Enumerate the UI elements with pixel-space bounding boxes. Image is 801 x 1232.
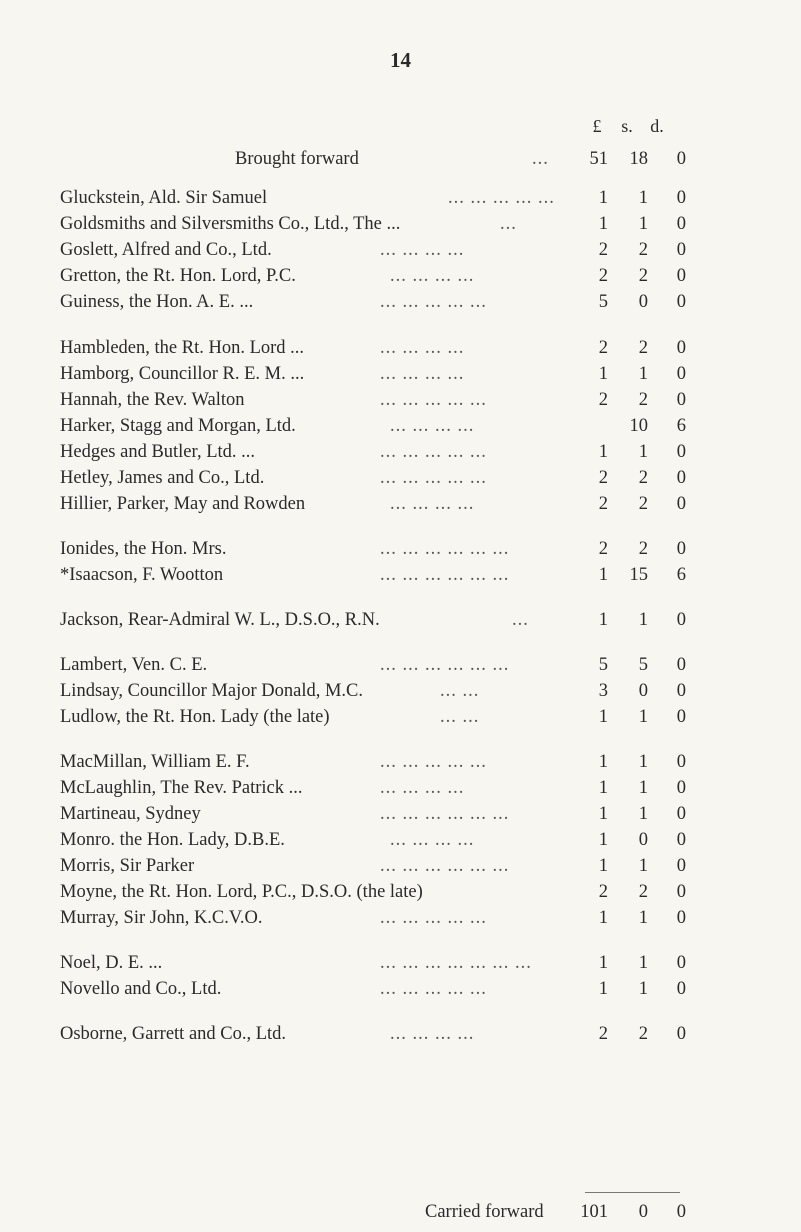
pence-value: 0 — [676, 610, 686, 630]
leader-dots: ... ... ... ... — [380, 240, 465, 260]
pence-value: 0 — [676, 539, 686, 559]
leader-dots: ... ... ... ... ... ... — [380, 856, 510, 876]
pounds-value: 1 — [598, 856, 608, 876]
shillings-value: 2 — [638, 539, 648, 559]
shillings-value: 1 — [638, 364, 648, 384]
pounds-value: 1 — [598, 908, 608, 928]
shillings-value: 1 — [638, 953, 648, 973]
pence-value: 0 — [676, 149, 686, 169]
list-item — [60, 1021, 760, 1047]
shillings-value: 15 — [629, 565, 648, 585]
shillings-value: 2 — [638, 494, 648, 514]
pence-value: 0 — [676, 338, 686, 358]
list-item — [60, 211, 760, 237]
subscriber-name: Hannah, the Rev. Walton — [60, 390, 245, 410]
pence-value: 0 — [676, 804, 686, 824]
list-item — [60, 678, 760, 704]
list-item — [60, 853, 760, 879]
pence-value: 0 — [676, 188, 686, 208]
pence-value: 0 — [676, 655, 686, 675]
subscriber-name: Hambleden, the Rt. Hon. Lord ... — [60, 338, 305, 358]
shillings-value: 1 — [638, 752, 648, 772]
pounds-value: 1 — [598, 707, 608, 727]
pounds-value: 2 — [598, 539, 608, 559]
subscriber-name: Harker, Stagg and Morgan, Ltd. — [60, 416, 296, 436]
list-item — [60, 237, 760, 263]
list-item — [60, 263, 760, 289]
leader-dots: ... ... — [440, 707, 480, 727]
list-item — [60, 950, 760, 976]
list-item — [60, 491, 760, 517]
leader-dots: ... ... ... ... — [380, 338, 465, 358]
pounds-value: 1 — [598, 442, 608, 462]
subscriber-name: Lindsay, Councillor Major Donald, M.C. — [60, 681, 363, 701]
leader-dots: ... ... ... ... ... ... — [380, 655, 510, 675]
shillings-value: 1 — [638, 908, 648, 928]
total-rule — [585, 1192, 680, 1193]
list-item — [60, 439, 760, 465]
leader-dots: ... ... ... ... ... — [380, 979, 487, 999]
brought-forward-label: Brought forward — [235, 149, 359, 169]
shillings-value: 2 — [638, 1024, 648, 1044]
pounds-value: 5 — [598, 655, 608, 675]
shillings-value: 2 — [638, 240, 648, 260]
pounds-header: £ — [592, 116, 602, 136]
pence-value: 0 — [676, 240, 686, 260]
shillings-value: 1 — [638, 442, 648, 462]
leader-dots: ... ... ... ... ... ... — [380, 804, 510, 824]
leader-dots: ... ... ... ... ... — [380, 292, 487, 312]
subscriber-name: Moyne, the Rt. Hon. Lord, P.C., D.S.O. (the late) — [60, 882, 423, 902]
pounds-value: 5 — [598, 292, 608, 312]
pounds-value: 1 — [598, 188, 608, 208]
shillings-value: 1 — [638, 610, 648, 630]
pence-value: 0 — [676, 681, 686, 701]
shillings-value: 1 — [638, 856, 648, 876]
pounds-value: 1 — [598, 214, 608, 234]
page-number: 14 — [390, 48, 411, 72]
pounds-value: 101 — [580, 1202, 608, 1222]
leader-dots: ... ... ... ... — [380, 364, 465, 384]
list-item — [60, 361, 760, 387]
leader-dots: ... ... ... ... ... — [448, 188, 555, 208]
subscriber-name: Hetley, James and Co., Ltd. — [60, 468, 265, 488]
list-item — [60, 704, 760, 730]
pounds-value: 1 — [598, 364, 608, 384]
pounds-value: 51 — [589, 149, 608, 169]
pounds-value: 1 — [598, 804, 608, 824]
pence-value: 0 — [676, 468, 686, 488]
list-item — [60, 562, 760, 588]
shillings-value: 18 — [629, 149, 648, 169]
list-item — [60, 801, 760, 827]
subscriber-name: Noel, D. E. ... — [60, 953, 163, 973]
list-item — [60, 607, 760, 633]
shillings-value: 5 — [638, 655, 648, 675]
pounds-value: 3 — [598, 681, 608, 701]
subscriber-name: Morris, Sir Parker — [60, 856, 195, 876]
pence-value: 0 — [676, 442, 686, 462]
list-item — [60, 465, 760, 491]
shillings-value: 0 — [638, 830, 648, 850]
pounds-value: 1 — [598, 752, 608, 772]
pence-value: 0 — [676, 778, 686, 798]
pence-value: 0 — [676, 908, 686, 928]
subscriber-name: Ludlow, the Rt. Hon. Lady (the late) — [60, 707, 330, 727]
list-item — [60, 652, 760, 678]
leader-dots: ... ... ... ... ... — [380, 468, 487, 488]
leader-dots: ... — [512, 610, 529, 630]
subscriber-name: Hedges and Butler, Ltd. ... — [60, 442, 256, 462]
shillings-value: 10 — [629, 416, 648, 436]
subscriber-name: Goslett, Alfred and Co., Ltd. — [60, 240, 272, 260]
subscriber-name: Hamborg, Councillor R. E. M. ... — [60, 364, 305, 384]
pence-value: 0 — [676, 292, 686, 312]
pence-value: 0 — [676, 1202, 686, 1222]
pence-value: 0 — [676, 390, 686, 410]
pence-value: 0 — [676, 1024, 686, 1044]
leader-dots: ... ... ... ... ... ... — [380, 539, 510, 559]
pounds-value: 2 — [598, 266, 608, 286]
leader-dots: ... — [532, 149, 549, 169]
subscriber-name: Jackson, Rear-Admiral W. L., D.S.O., R.N. — [60, 610, 380, 630]
list-item — [60, 905, 760, 931]
pounds-value: 2 — [598, 468, 608, 488]
shillings-value: 2 — [638, 468, 648, 488]
pence-value: 0 — [676, 752, 686, 772]
leader-dots: ... ... ... ... ... ... ... — [380, 953, 532, 973]
pence-value: 0 — [676, 830, 686, 850]
subscriber-name: Lambert, Ven. C. E. — [60, 655, 208, 675]
pounds-value: 1 — [598, 610, 608, 630]
pence-value: 0 — [676, 882, 686, 902]
leader-dots: ... — [500, 214, 517, 234]
pounds-value: 1 — [598, 778, 608, 798]
subscriber-name: Goldsmiths and Silversmiths Co., Ltd., The ... — [60, 214, 401, 234]
subscriber-name: Ionides, the Hon. Mrs. — [60, 539, 227, 559]
list-item — [60, 335, 760, 361]
pounds-value: 2 — [598, 338, 608, 358]
list-item — [60, 387, 760, 413]
leader-dots: ... ... ... ... ... — [380, 752, 487, 772]
list-item — [60, 827, 760, 853]
shillings-value: 2 — [638, 390, 648, 410]
subscriber-name: Novello and Co., Ltd. — [60, 979, 222, 999]
subscriber-name: Osborne, Garrett and Co., Ltd. — [60, 1024, 287, 1044]
list-item — [60, 536, 760, 562]
pence-value: 0 — [676, 364, 686, 384]
pence-value: 6 — [676, 565, 686, 585]
pounds-value: 2 — [598, 882, 608, 902]
leader-dots: ... ... ... ... ... ... — [380, 565, 510, 585]
pounds-value: 1 — [598, 565, 608, 585]
shillings-value: 0 — [638, 292, 648, 312]
currency-header — [582, 116, 672, 137]
pounds-value: 1 — [598, 979, 608, 999]
carried-forward-row — [60, 1199, 760, 1225]
subscriber-name: Hillier, Parker, May and Rowden — [60, 494, 306, 514]
shillings-header: s. — [621, 116, 633, 136]
leader-dots: ... ... ... ... — [390, 416, 475, 436]
leader-dots: ... ... ... ... ... — [380, 390, 487, 410]
pence-header: d. — [650, 116, 664, 136]
pence-value: 0 — [676, 856, 686, 876]
list-item — [60, 749, 760, 775]
pounds-value: 2 — [598, 240, 608, 260]
pounds-value: 2 — [598, 1024, 608, 1044]
shillings-value: 1 — [638, 214, 648, 234]
shillings-value: 1 — [638, 804, 648, 824]
subscriber-name: Guiness, the Hon. A. E. ... — [60, 292, 254, 312]
shillings-value: 2 — [638, 338, 648, 358]
pence-value: 0 — [676, 707, 686, 727]
pence-value: 6 — [676, 416, 686, 436]
list-item — [60, 413, 760, 439]
subscriber-name: Monro. the Hon. Lady, D.B.E. — [60, 830, 285, 850]
pounds-value: 1 — [598, 830, 608, 850]
shillings-value: 2 — [638, 882, 648, 902]
subscriber-name: Martineau, Sydney — [60, 804, 201, 824]
pence-value: 0 — [676, 979, 686, 999]
subscriber-name: Gretton, the Rt. Hon. Lord, P.C. — [60, 266, 296, 286]
leader-dots: ... ... ... ... — [390, 830, 475, 850]
pounds-value: 2 — [598, 494, 608, 514]
shillings-value: 1 — [638, 188, 648, 208]
shillings-value: 0 — [638, 681, 648, 701]
brought-forward-row — [60, 146, 760, 172]
pounds-value: 1 — [598, 953, 608, 973]
pence-value: 0 — [676, 214, 686, 234]
subscriber-name: Murray, Sir John, K.C.V.O. — [60, 908, 263, 928]
leader-dots: ... ... ... ... — [380, 778, 465, 798]
carried-forward-label: Carried forward — [425, 1202, 544, 1222]
pence-value: 0 — [676, 266, 686, 286]
list-item — [60, 976, 760, 1002]
subscriber-name: Gluckstein, Ald. Sir Samuel — [60, 188, 268, 208]
leader-dots: ... ... ... ... — [390, 266, 475, 286]
pence-value: 0 — [676, 494, 686, 514]
subscriber-name: McLaughlin, The Rev. Patrick ... — [60, 778, 303, 798]
leader-dots: ... ... ... ... ... — [380, 908, 487, 928]
shillings-value: 2 — [638, 266, 648, 286]
shillings-value: 1 — [638, 707, 648, 727]
leader-dots: ... ... ... ... — [390, 494, 475, 514]
pence-value: 0 — [676, 953, 686, 973]
shillings-value: 0 — [638, 1202, 648, 1222]
shillings-value: 1 — [638, 778, 648, 798]
list-item — [60, 185, 760, 211]
list-item — [60, 289, 760, 315]
pounds-value: 2 — [598, 390, 608, 410]
subscriber-name: MacMillan, William E. F. — [60, 752, 250, 772]
leader-dots: ... ... — [440, 681, 480, 701]
list-item — [60, 775, 760, 801]
shillings-value: 1 — [638, 979, 648, 999]
subscriber-name: *Isaacson, F. Wootton — [60, 565, 224, 585]
leader-dots: ... ... ... ... — [390, 1024, 475, 1044]
list-item — [60, 879, 760, 905]
leader-dots: ... ... ... ... ... — [380, 442, 487, 462]
